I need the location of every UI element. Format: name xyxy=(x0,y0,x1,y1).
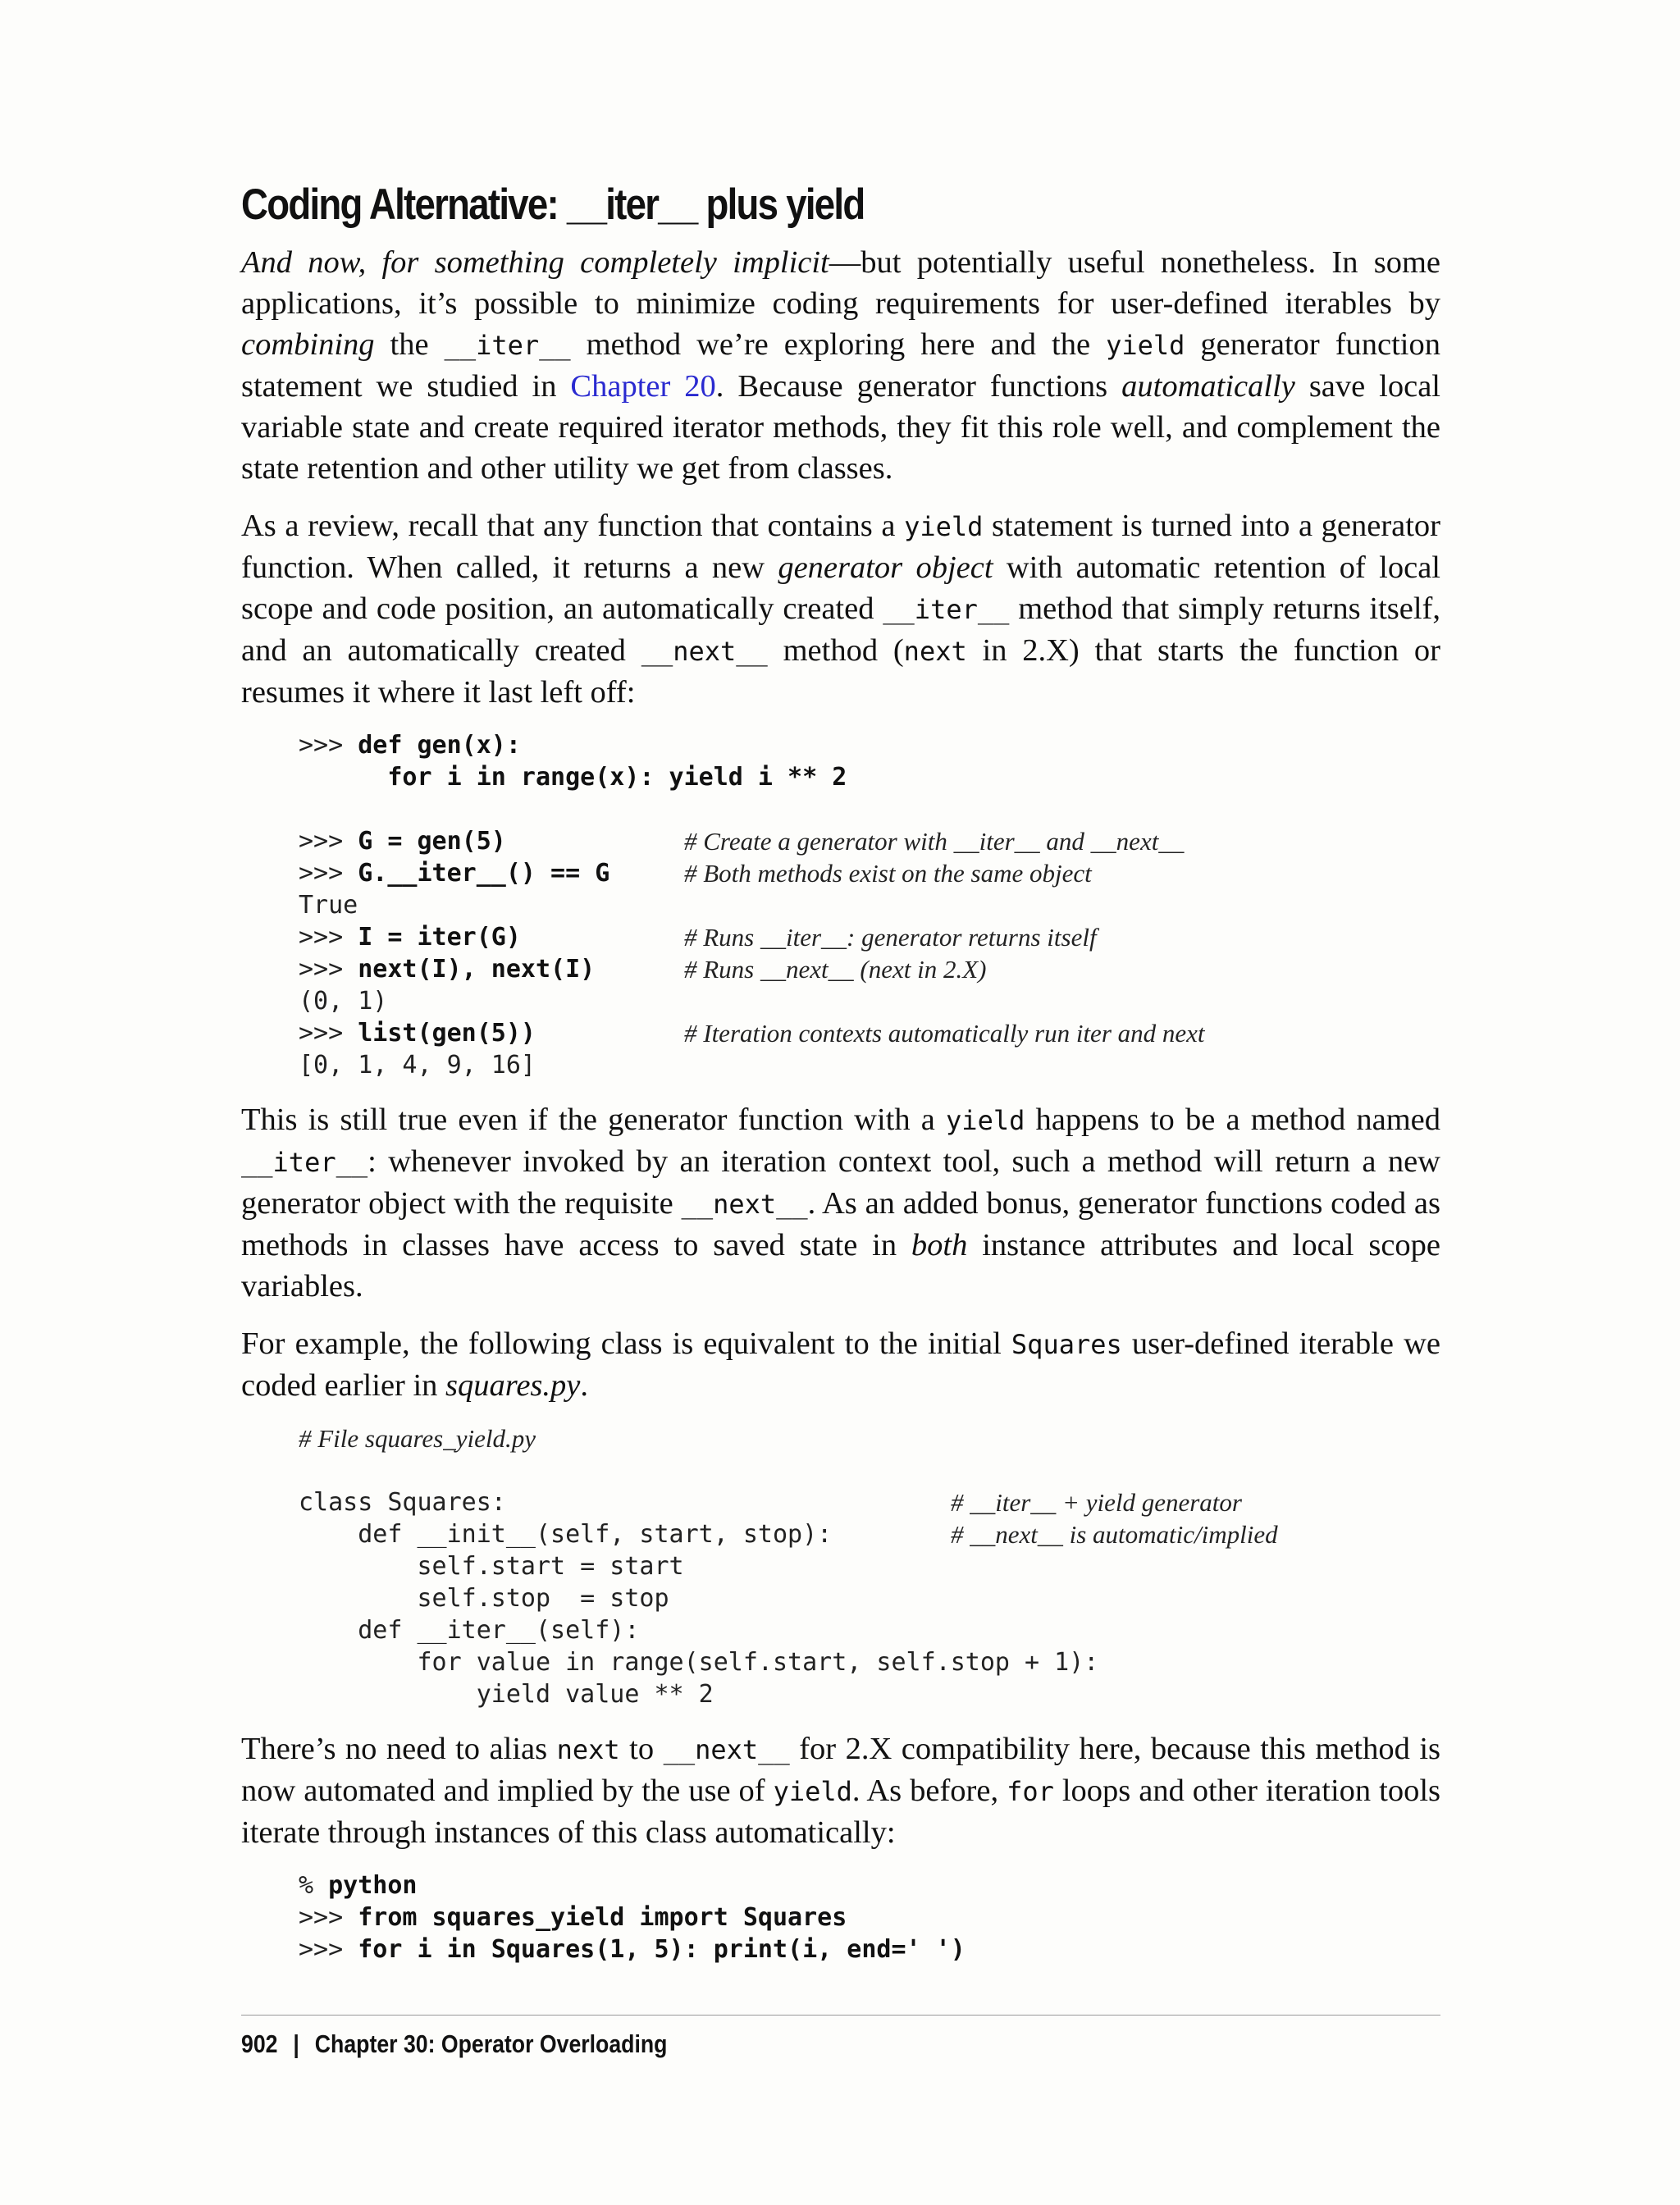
code-example-squares-class xyxy=(299,1422,1440,1710)
prompt: >>> xyxy=(299,1019,358,1048)
text: This is still true even if the generator function with a xyxy=(241,1102,947,1137)
emphasis: squares.py xyxy=(445,1368,581,1403)
code-example-session xyxy=(299,1869,1440,1965)
page-content xyxy=(241,176,1440,1984)
code-comment: # Runs __next__ (next in 2.X) xyxy=(684,955,987,984)
footer-separator: | xyxy=(293,2029,299,2058)
text: statement is turned into a generator function. When called, it returns a new xyxy=(241,509,1440,585)
page-footer xyxy=(241,2029,667,2059)
text: method that simply returns itself, and an automatically created xyxy=(241,591,1440,668)
inline-code: yield xyxy=(1106,330,1185,361)
text: method ( xyxy=(767,633,904,668)
code-line: for i in Squares(1, 5): print(i, end=' ') xyxy=(358,1935,966,1964)
code-line: from squares_yield import Squares xyxy=(358,1903,847,1932)
emphasis: And now, for something completely implicit xyxy=(241,245,829,280)
code-output: (0, 1) xyxy=(299,987,388,1016)
prompt: >>> xyxy=(299,955,358,984)
code-example-generator xyxy=(299,729,1440,1081)
code-comment: # File squares_yield.py xyxy=(299,1424,536,1453)
prompt: >>> xyxy=(299,827,358,856)
code-output: True xyxy=(299,891,358,920)
code-line: yield value ** 2 xyxy=(299,1680,714,1709)
code-output: [0, 1, 4, 9, 16] xyxy=(299,1051,536,1080)
code-line: def __init__(self, start, stop): xyxy=(299,1520,833,1549)
text: to xyxy=(619,1732,664,1766)
inline-code: __next__ xyxy=(641,636,768,667)
paragraph-alias xyxy=(241,1728,1440,1853)
prompt: >>> xyxy=(299,859,358,888)
code-comment: # Iteration contexts automatically run iter and next xyxy=(684,1019,1205,1048)
code-line: python xyxy=(328,1871,418,1900)
emphasis: both xyxy=(911,1228,968,1262)
footer-divider xyxy=(241,2015,1440,2016)
text: . Because generator functions xyxy=(715,369,1122,404)
code-line: I = iter(G) xyxy=(358,923,521,952)
inline-code: __iter__ xyxy=(444,330,571,361)
text: . xyxy=(580,1368,588,1403)
chapter-20-link[interactable]: Chapter 20 xyxy=(570,369,716,404)
text: in 2.X) that starts the function or resumes it where it last left off: xyxy=(241,633,1441,710)
text: instance attributes and local scope variables. xyxy=(241,1228,1440,1303)
inline-code: Squares xyxy=(1011,1329,1122,1360)
code-line: self.start = start xyxy=(299,1552,684,1581)
emphasis: generator object xyxy=(778,550,993,585)
code-line: def gen(x): xyxy=(358,731,521,760)
text: the xyxy=(374,327,445,362)
emphasis: combining xyxy=(241,327,375,362)
page-number: 902 xyxy=(241,2029,278,2058)
text: . As an added bonus, generator functions coded as methods in classes have access to saved state in xyxy=(241,1186,1440,1262)
text: user-defined iterable we coded earlier in xyxy=(241,1326,1441,1403)
text: As a review, recall that any function that contains a xyxy=(241,509,905,543)
code-line: for value in range(self.start, self.stop + 1): xyxy=(299,1648,1099,1677)
paragraph-review xyxy=(241,505,1440,713)
code-line: G = gen(5) xyxy=(358,827,506,856)
code-line: self.stop = stop xyxy=(299,1584,669,1613)
text: loops and other iteration tools iterate through instances of this class automatically: xyxy=(241,1774,1440,1850)
section-heading: Coding Alternative: __iter__ plus yield xyxy=(241,180,865,229)
prompt: >>> xyxy=(299,1935,358,1964)
text: : whenever invoked by an iteration context tool, such a method will return a new generator object with the requisite xyxy=(241,1144,1440,1221)
inline-code: __iter__ xyxy=(883,594,1010,625)
inline-code: __iter__ xyxy=(241,1147,368,1178)
text: happens to be a method named xyxy=(1025,1102,1441,1137)
paragraph-intro xyxy=(241,242,1440,489)
inline-code: __next__ xyxy=(663,1734,790,1765)
prompt: >>> xyxy=(299,1903,358,1932)
text: with automatic retention of local scope and code position, an automatically created xyxy=(241,550,1440,626)
code-comment: # Runs __iter__: generator returns itself xyxy=(684,923,1097,952)
chapter-title: Chapter 30: Operator Overloading xyxy=(314,2029,668,2058)
code-comment: # Create a generator with __iter__ and __next__ xyxy=(684,827,1185,856)
code-comment: # __iter__ + yield generator xyxy=(951,1488,1242,1517)
inline-code: yield xyxy=(904,511,984,542)
code-comment: # Both methods exist on the same object xyxy=(684,859,1092,888)
code-line: def __iter__(self): xyxy=(299,1616,640,1645)
text: For example, the following class is equivalent to the initial xyxy=(241,1326,1011,1361)
code-line: list(gen(5)) xyxy=(358,1019,536,1048)
emphasis: automatically xyxy=(1121,369,1295,404)
text: save local variable state and create required iterator methods, they fit this role well, and complement the state retention and other utility we get from classes. xyxy=(241,369,1441,486)
text: —but potentially useful nonetheless. In some applications, it’s possible to minimize coding requirements for user-defined iterables by xyxy=(241,245,1440,321)
inline-code: for xyxy=(1007,1776,1054,1807)
text: generator function statement we studied in xyxy=(241,327,1441,404)
paragraph-method xyxy=(241,1099,1440,1307)
code-line: class Squares: xyxy=(299,1488,506,1517)
prompt: % xyxy=(299,1871,329,1900)
code-line: next(I), next(I) xyxy=(358,955,596,984)
inline-code: yield xyxy=(946,1105,1025,1136)
inline-code: next xyxy=(903,636,967,667)
inline-code: __next__ xyxy=(681,1189,808,1220)
text: There’s no need to alias xyxy=(241,1732,557,1766)
text: . As before, xyxy=(851,1774,1007,1808)
prompt: >>> xyxy=(299,923,358,952)
code-line: G.__iter__() == G xyxy=(358,859,610,888)
text: method we’re exploring here and the xyxy=(570,327,1107,362)
code-line: for i in range(x): yield i ** 2 xyxy=(299,763,847,792)
inline-code: next xyxy=(556,1734,620,1765)
code-comment: # __next__ is automatic/implied xyxy=(951,1520,1278,1549)
prompt: >>> xyxy=(299,731,358,760)
text: for 2.X compatibility here, because this method is now automated and implied by the use of xyxy=(241,1732,1440,1808)
inline-code: yield xyxy=(773,1776,852,1807)
paragraph-example xyxy=(241,1323,1440,1406)
